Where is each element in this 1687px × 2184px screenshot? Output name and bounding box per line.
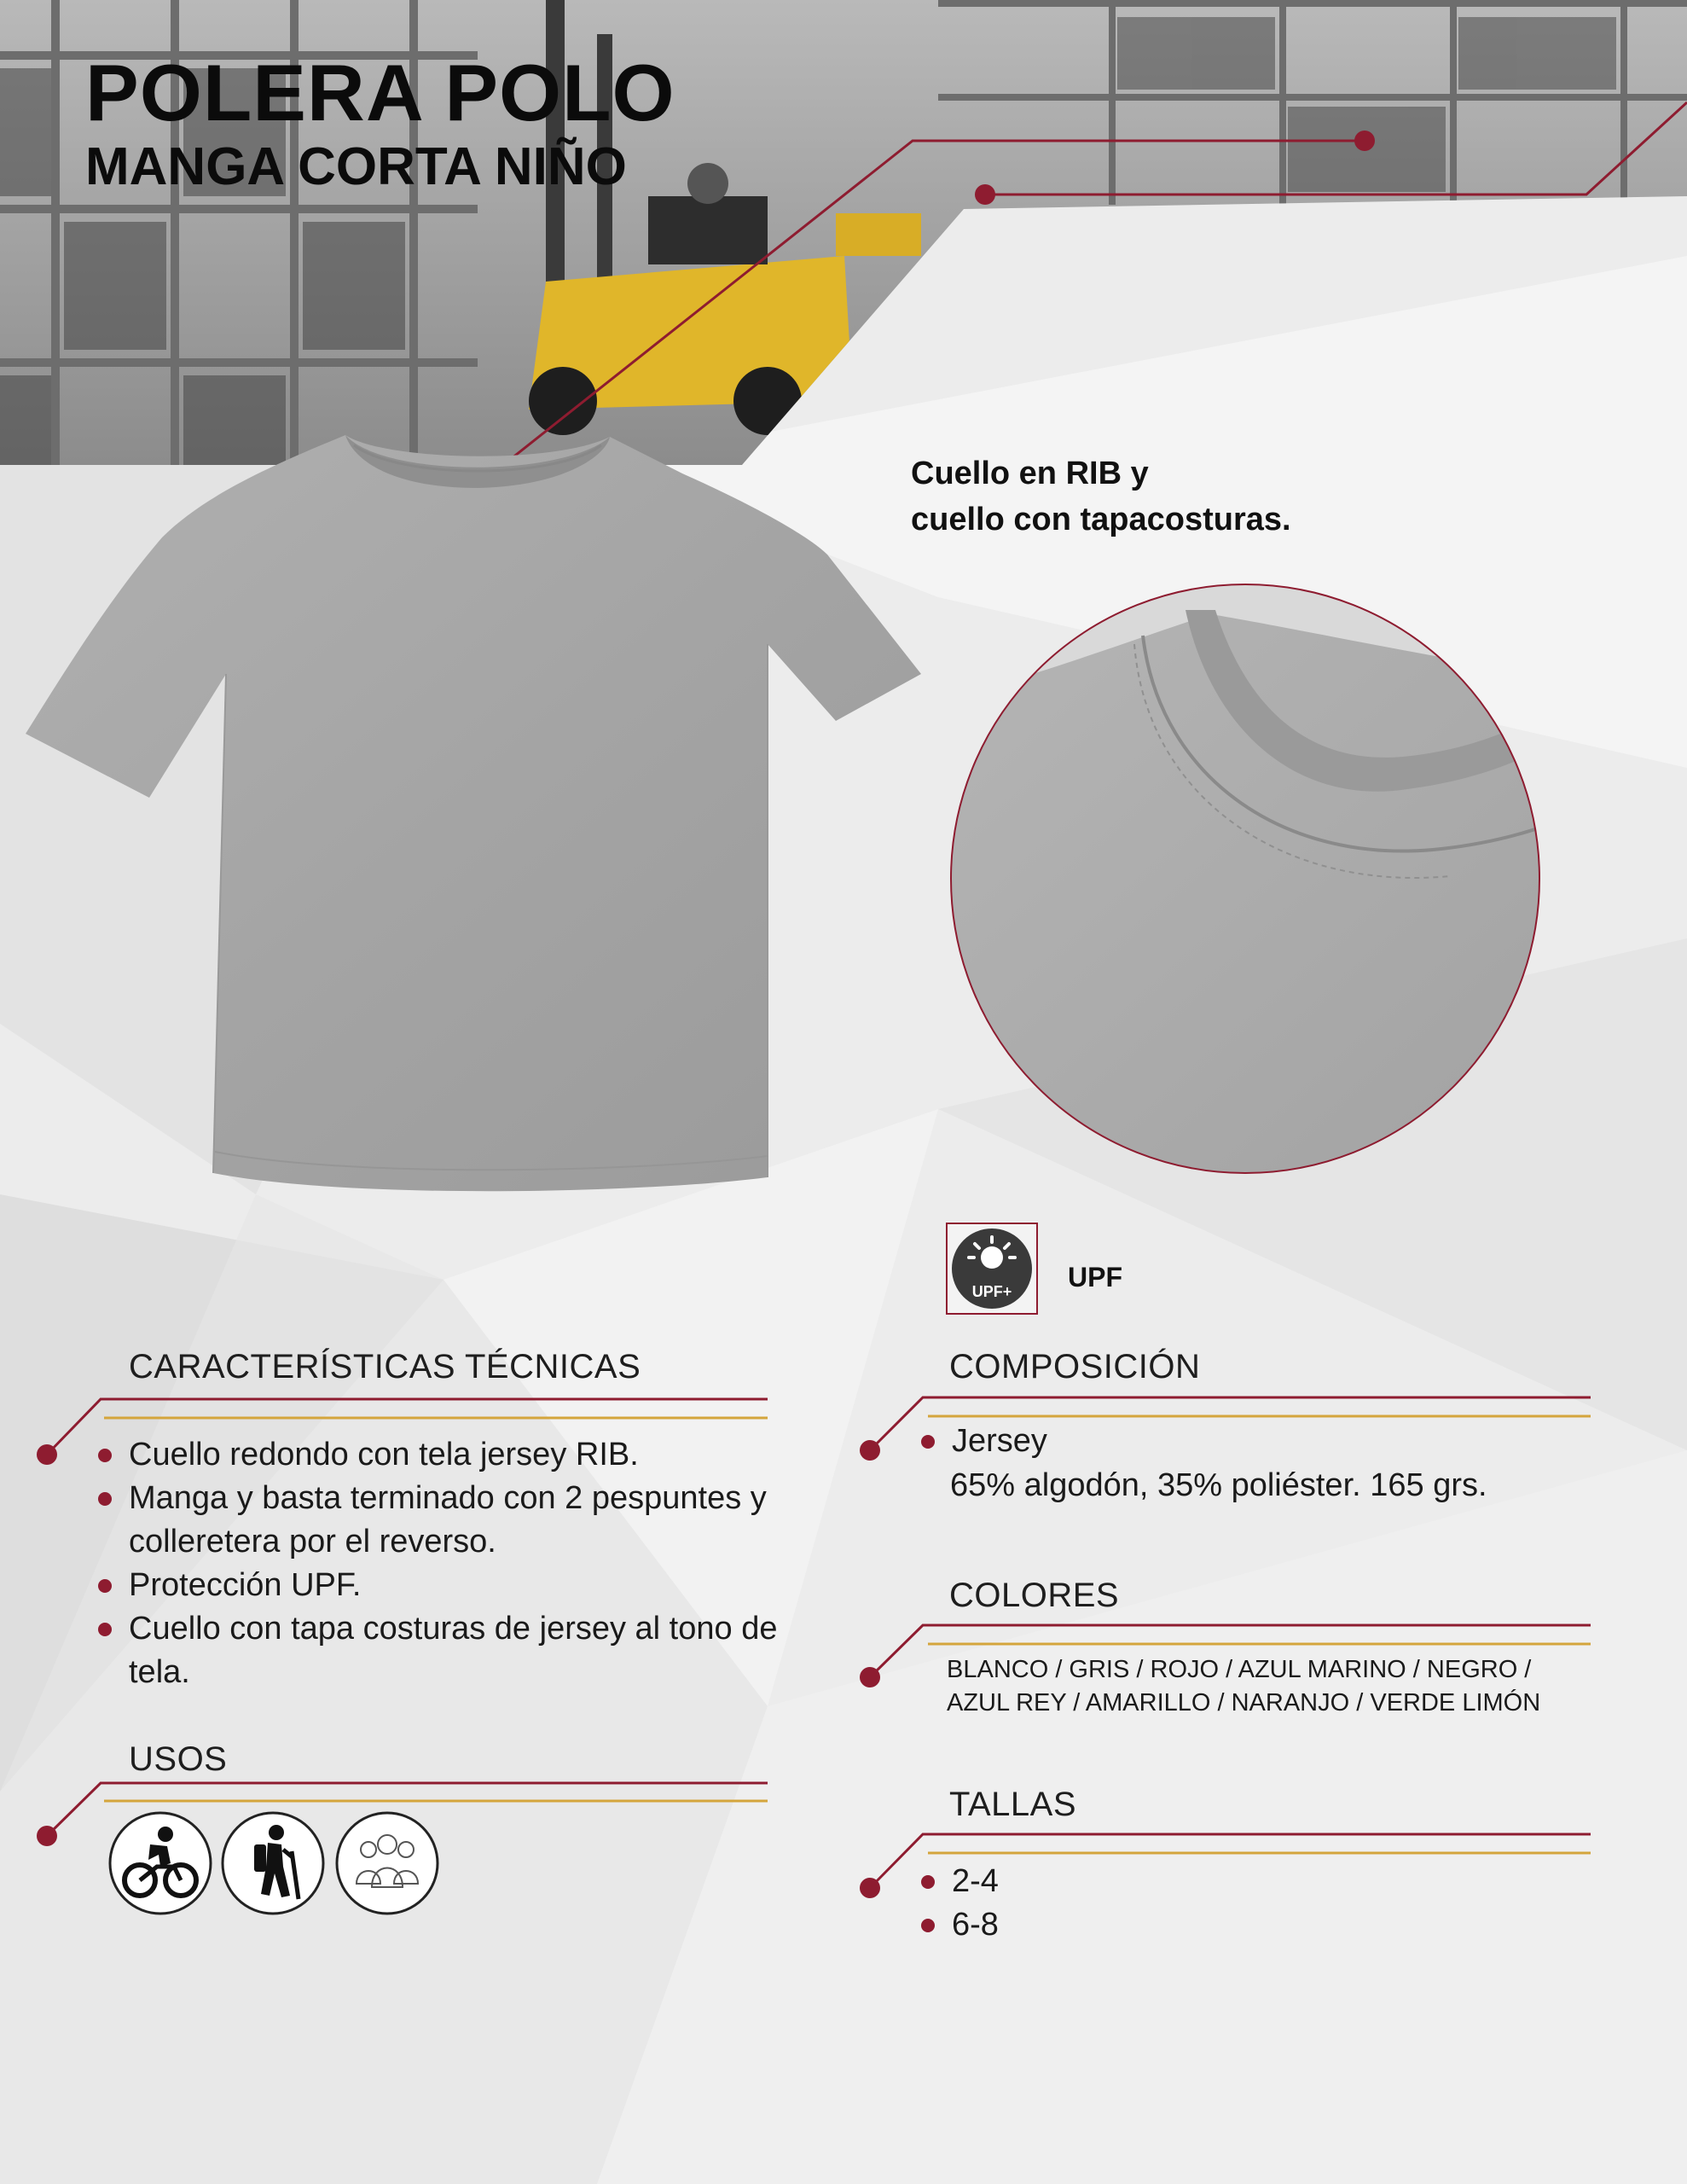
composicion-detail: 65% algodón, 35% poliéster. 165 grs.	[950, 1467, 1487, 1503]
upf-label: UPF	[1068, 1262, 1122, 1292]
composicion-list	[921, 1420, 1603, 1463]
hiking-icon	[220, 1810, 326, 1916]
colores-title: COLORES	[949, 1577, 1120, 1614]
product-title: POLERA POLO	[85, 48, 675, 137]
upf-badge-icon	[945, 1222, 1039, 1316]
caracteristicas-title: CARACTERÍSTICAS TÉCNICAS	[129, 1348, 641, 1385]
composicion-title: COMPOSICIÓN	[949, 1348, 1201, 1385]
list-item: Cuello redondo con tela jersey RIB.	[98, 1433, 797, 1477]
group-people-icon	[334, 1810, 440, 1916]
list-item: 2-4	[921, 1860, 1262, 1903]
callout-line-2: cuello con tapacosturas.	[911, 502, 1291, 537]
list-item: Cuello con tapa costuras de jersey al tono de tela.	[98, 1607, 797, 1694]
tallas-title: TALLAS	[949, 1786, 1076, 1823]
list-item: Protección UPF.	[98, 1564, 797, 1607]
list-item: Jersey	[921, 1420, 1603, 1463]
list-item: Manga y basta terminado con 2 pespuntes y colleretera por el reverso.	[98, 1477, 797, 1564]
callout-line-1: Cuello en RIB y	[911, 456, 1149, 491]
caracteristicas-list	[98, 1433, 797, 1694]
product-subtitle: MANGA CORTA NIÑO	[85, 137, 627, 196]
tshirt-image	[17, 427, 938, 1271]
collar-callout	[911, 450, 1291, 543]
colores-list	[947, 1653, 1540, 1720]
collar-detail-image	[930, 576, 1561, 1182]
colores-line-1: BLANCO / GRIS / ROJO / AZUL MARINO / NEGRO /	[947, 1656, 1532, 1683]
cycling-icon	[107, 1810, 213, 1916]
colores-line-2: AZUL REY / AMARILLO / NARANJO / VERDE LIMÓN	[947, 1689, 1541, 1716]
list-item: 6-8	[921, 1903, 1262, 1947]
usos-title: USOS	[129, 1740, 228, 1778]
tallas-list	[921, 1860, 1262, 1947]
upf-badge-text: UPF+	[971, 1283, 1012, 1300]
